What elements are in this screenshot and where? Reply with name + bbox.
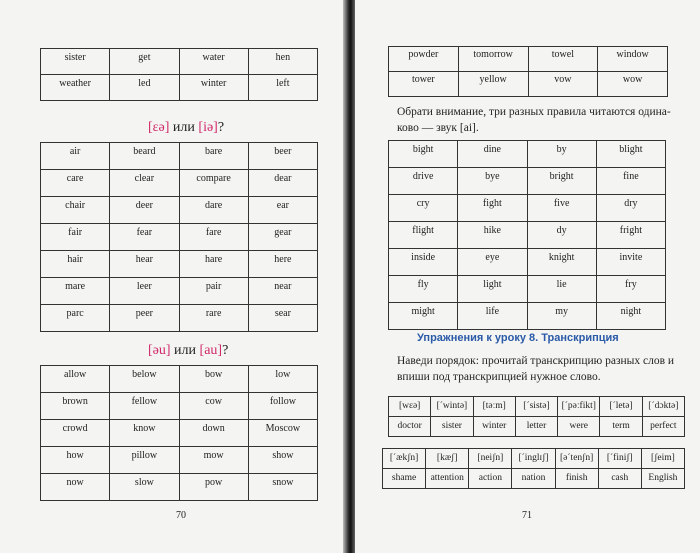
- table-row: [41, 75, 318, 101]
- cell-word: beer: [274, 146, 292, 157]
- table-cell: [41, 447, 110, 474]
- cell-word: water: [202, 51, 225, 63]
- instr-line-1: Наведи порядок: прочитай транскрипцию разных слов и: [397, 355, 675, 367]
- page-number: 71: [522, 510, 532, 521]
- cell-word: deer: [135, 200, 153, 211]
- table-top-left: [40, 48, 318, 101]
- cell-word: crowd: [62, 423, 88, 434]
- table-cell: [əˊtenʃn]: [555, 449, 598, 469]
- table-cell: [110, 49, 179, 75]
- cell-word: fright: [619, 225, 642, 236]
- cell-word: pow: [205, 477, 223, 488]
- table-cell: [248, 420, 317, 447]
- cell-word: beard: [133, 146, 156, 157]
- table-cell: [179, 143, 248, 170]
- cell-word: fry: [625, 279, 637, 290]
- cell-word: how: [66, 450, 84, 461]
- table-cell: cash: [598, 469, 641, 489]
- cell-word: hear: [135, 254, 153, 265]
- phoneme-ea: [εə]: [148, 120, 170, 135]
- cell-word: eye: [485, 252, 500, 263]
- cell-word: bare: [205, 146, 223, 157]
- cell-word: slow: [134, 477, 154, 488]
- cell-word: allow: [64, 369, 87, 380]
- cell-word: wow: [622, 74, 643, 85]
- page-number: 70: [176, 510, 186, 521]
- heading-qmark: ?: [222, 343, 229, 358]
- table-cell: [389, 276, 458, 303]
- table-cell: [527, 276, 596, 303]
- table-row: [383, 449, 685, 469]
- cell-word: sister: [64, 51, 86, 63]
- table-cell: [248, 251, 317, 278]
- table-cell: [248, 305, 317, 332]
- table-cell: [41, 75, 110, 101]
- table-cell: [527, 168, 596, 195]
- cell-word: bow: [205, 369, 223, 380]
- table-row: [389, 222, 666, 249]
- cell-word: by: [556, 144, 567, 155]
- transcription-table-2: [382, 448, 685, 489]
- cell-word: now: [66, 477, 84, 488]
- table-row: [389, 276, 666, 303]
- table-cell: [ˊfiniʃ]: [598, 449, 641, 469]
- cell-word: rare: [205, 308, 222, 319]
- table-cell: [41, 278, 110, 305]
- table-cell: [41, 251, 110, 278]
- table-cell: [179, 197, 248, 224]
- table-cell: [389, 141, 458, 168]
- table-row: [41, 474, 318, 501]
- cell-word: gear: [274, 227, 292, 238]
- table-cell: [458, 276, 527, 303]
- page-70: [0, 0, 345, 553]
- cell-word: tower: [411, 74, 435, 85]
- cell-word: low: [275, 369, 291, 380]
- table-row: [41, 197, 318, 224]
- table-ai: [388, 140, 666, 330]
- table-cell: [41, 224, 110, 251]
- table-cell: [110, 393, 179, 420]
- table-cell: [248, 447, 317, 474]
- cell-word: inside: [411, 252, 436, 263]
- table-cell: [179, 224, 248, 251]
- table-cell: [458, 72, 528, 97]
- exercise-title: Упражнения к уроку 8. Транскрипция: [417, 332, 619, 344]
- table-cell: [41, 170, 110, 197]
- table-cell: attention: [426, 469, 469, 489]
- cell-word: blight: [619, 144, 643, 155]
- table-ou-au: [40, 365, 318, 501]
- table-row: [41, 420, 318, 447]
- cell-word: chair: [65, 200, 86, 211]
- cell-word: fine: [623, 171, 639, 182]
- cell-word: bye: [485, 171, 500, 182]
- table-cell: [248, 474, 317, 501]
- cell-word: clear: [134, 173, 155, 184]
- cell-word: air: [69, 146, 81, 157]
- table-cell: English: [641, 469, 684, 489]
- table-cell: [ˊdɔktə]: [642, 397, 684, 417]
- cell-word: know: [133, 423, 156, 434]
- table-cell: [596, 249, 665, 276]
- phoneme-ou: [əu]: [148, 343, 171, 358]
- cell-word: dine: [483, 144, 501, 155]
- table-row: [41, 251, 318, 278]
- table-cell: [527, 249, 596, 276]
- table-cell: [110, 197, 179, 224]
- table-cell: [528, 72, 598, 97]
- table-cell: winter: [473, 417, 515, 437]
- cell-word: lie: [556, 279, 567, 290]
- table-row: [389, 397, 685, 417]
- cell-word: invite: [619, 252, 643, 263]
- table-row: [41, 224, 318, 251]
- table-cell: shame: [383, 469, 426, 489]
- table-cell: [598, 72, 668, 97]
- table-row: [389, 417, 685, 437]
- cell-word: fear: [136, 227, 153, 238]
- table-cell: were: [558, 417, 600, 437]
- table-cell: letter: [515, 417, 557, 437]
- table-cell: doctor: [389, 417, 431, 437]
- table-cell: [110, 420, 179, 447]
- transcription-table-1: [388, 396, 685, 437]
- table-cell: [389, 47, 459, 72]
- cell-word: bight: [412, 144, 434, 155]
- table-cell: [179, 170, 248, 197]
- table-cell: [458, 195, 527, 222]
- table-cell: [248, 75, 317, 101]
- table-cell: [458, 168, 527, 195]
- cell-word: dry: [624, 198, 638, 209]
- phoneme-ia: [iə]: [198, 120, 218, 135]
- heading-or: или: [170, 343, 200, 358]
- cell-word: ear: [276, 200, 289, 211]
- cell-word: might: [411, 306, 435, 317]
- table-cell: [248, 197, 317, 224]
- heading-ou-au: [148, 343, 228, 359]
- table-cell: [596, 276, 665, 303]
- cell-word: parc: [66, 308, 84, 319]
- cell-word: hike: [483, 225, 501, 236]
- table-cell: [wɛə]: [389, 397, 431, 417]
- note-line-1: Обрати внимание, три разных правила читаются одина-: [397, 106, 671, 118]
- instructions: [397, 353, 687, 385]
- table-cell: [110, 170, 179, 197]
- cell-word: snow: [272, 477, 294, 488]
- table-cell: [596, 222, 665, 249]
- cell-word: show: [272, 450, 294, 461]
- table-cell: [248, 170, 317, 197]
- heading-qmark: ?: [217, 120, 225, 135]
- table-cell: [596, 141, 665, 168]
- cell-word: pair: [205, 281, 222, 292]
- table-cell: [389, 72, 459, 97]
- cell-word: five: [553, 198, 570, 209]
- cell-word: hare: [205, 254, 223, 265]
- table-cell: [41, 197, 110, 224]
- cell-word: peer: [135, 308, 153, 319]
- table-row: [389, 72, 668, 97]
- cell-word: light: [483, 279, 502, 290]
- table-cell: [248, 49, 317, 75]
- table-cell: [ˊinglɪʃ]: [512, 449, 555, 469]
- cell-word: mow: [203, 450, 224, 461]
- table-row: [41, 305, 318, 332]
- table-cell: [110, 251, 179, 278]
- table-cell: term: [600, 417, 642, 437]
- table-cell: sister: [431, 417, 473, 437]
- cell-word: flight: [412, 225, 434, 236]
- table-cell: [527, 303, 596, 330]
- table-cell: [41, 366, 110, 393]
- table-cell: [527, 222, 596, 249]
- cell-word: life: [485, 306, 500, 317]
- table-cell: [179, 75, 248, 101]
- table-cell: [458, 141, 527, 168]
- cell-word: down: [202, 423, 225, 434]
- cell-word: brown: [62, 396, 88, 407]
- table-cell: [248, 224, 317, 251]
- table-cell: nation: [512, 469, 555, 489]
- table-cell: [110, 278, 179, 305]
- table-cell: [598, 47, 668, 72]
- table-cell: [458, 249, 527, 276]
- cell-word: winter: [200, 77, 227, 89]
- cell-word: below: [132, 369, 157, 380]
- cell-word: fare: [205, 227, 222, 238]
- table-cell: [kæʃ]: [426, 449, 469, 469]
- cell-word: care: [66, 173, 84, 184]
- cell-word: weather: [59, 77, 91, 89]
- table-cell: [179, 447, 248, 474]
- table-cell: [179, 278, 248, 305]
- cell-word: follow: [269, 396, 296, 407]
- instr-line-2: впиши под транскрипцией нужное слово.: [397, 371, 601, 383]
- table-cell: [389, 168, 458, 195]
- table-cell: [596, 195, 665, 222]
- table-cell: [41, 49, 110, 75]
- table-cell: [neiʃn]: [469, 449, 512, 469]
- table-row: [41, 447, 318, 474]
- table-cell: [527, 141, 596, 168]
- table-cell: [528, 47, 598, 72]
- cell-word: left: [276, 77, 290, 89]
- cell-word: hair: [67, 254, 83, 265]
- table-row: [41, 143, 318, 170]
- cell-word: fair: [68, 227, 83, 238]
- table-cell: [179, 49, 248, 75]
- table-row: [389, 303, 666, 330]
- cell-word: dy: [556, 225, 567, 236]
- table-cell: [389, 249, 458, 276]
- table-cell: [110, 305, 179, 332]
- table-cell: [ʃeim]: [641, 449, 684, 469]
- table-cell: [110, 447, 179, 474]
- cell-word: vow: [554, 74, 572, 85]
- table-row: [389, 168, 666, 195]
- cell-word: dear: [274, 173, 292, 184]
- cell-word: hen: [275, 51, 291, 63]
- cell-word: knight: [548, 252, 575, 263]
- cell-word: cow: [205, 396, 222, 407]
- cell-word: led: [138, 77, 151, 89]
- cell-word: Moscow: [265, 423, 301, 434]
- phoneme-au: [au]: [199, 343, 223, 358]
- table-cell: [248, 143, 317, 170]
- table-cell: [41, 143, 110, 170]
- table-cell: [41, 474, 110, 501]
- table-cell: [41, 420, 110, 447]
- table-row: [389, 47, 668, 72]
- note-line-2: ково — звук [ai].: [397, 122, 479, 134]
- table-cell: [458, 303, 527, 330]
- table-cell: [ˊsistə]: [515, 397, 557, 417]
- table-cell: [110, 366, 179, 393]
- table-ea-ia: [40, 142, 318, 332]
- cell-word: sear: [274, 308, 291, 319]
- table-cell: [179, 393, 248, 420]
- cell-word: mare: [65, 281, 86, 292]
- table-cell: [527, 195, 596, 222]
- table-row: [41, 393, 318, 420]
- table-cell: [248, 393, 317, 420]
- table-cell: [təːm]: [473, 397, 515, 417]
- note-text: [397, 104, 687, 136]
- cell-word: drive: [412, 171, 434, 182]
- table-cell: [248, 278, 317, 305]
- cell-word: get: [138, 51, 151, 63]
- table-cell: [248, 366, 317, 393]
- cell-word: here: [274, 254, 292, 265]
- table-cell: [41, 393, 110, 420]
- cell-word: fellow: [131, 396, 158, 407]
- page-71: [355, 0, 700, 553]
- cell-word: yellow: [479, 74, 507, 85]
- table-cell: [389, 195, 458, 222]
- table-cell: [110, 474, 179, 501]
- table-cell: [179, 251, 248, 278]
- cell-word: bright: [549, 171, 574, 182]
- table-cell: [179, 305, 248, 332]
- cell-word: compare: [196, 173, 231, 184]
- cell-word: dare: [205, 200, 223, 211]
- table-cell: finish: [555, 469, 598, 489]
- table-row: [389, 195, 666, 222]
- table-cell: action: [469, 469, 512, 489]
- cell-word: powder: [408, 49, 439, 60]
- cell-word: tomorrow: [473, 49, 513, 60]
- table-top-right: [388, 46, 668, 97]
- heading-ea-ia: [148, 120, 224, 136]
- cell-word: fly: [417, 279, 429, 290]
- cell-word: leer: [136, 281, 152, 292]
- table-row: [41, 278, 318, 305]
- table-cell: [596, 168, 665, 195]
- table-row: [389, 249, 666, 276]
- cell-word: fight: [482, 198, 502, 209]
- table-row: [41, 49, 318, 75]
- cell-word: window: [616, 49, 649, 60]
- table-cell: [ˊwintə]: [431, 397, 473, 417]
- table-cell: [179, 474, 248, 501]
- table-cell: [458, 222, 527, 249]
- table-cell: [179, 366, 248, 393]
- table-cell: [389, 222, 458, 249]
- table-cell: [110, 75, 179, 101]
- table-cell: [ˊækʃn]: [383, 449, 426, 469]
- table-row: [383, 469, 685, 489]
- cell-word: towel: [551, 49, 574, 60]
- table-cell: [458, 47, 528, 72]
- table-cell: [179, 420, 248, 447]
- cell-word: my: [555, 306, 569, 317]
- cell-word: night: [620, 306, 642, 317]
- table-cell: [ˊletə]: [600, 397, 642, 417]
- cell-word: cry: [416, 198, 430, 209]
- table-cell: [110, 224, 179, 251]
- table-row: [389, 141, 666, 168]
- table-cell: [389, 303, 458, 330]
- table-cell: [596, 303, 665, 330]
- table-row: [41, 366, 318, 393]
- table-cell: [ˊpəːfikt]: [558, 397, 600, 417]
- heading-or: или: [169, 120, 199, 135]
- table-row: [41, 170, 318, 197]
- table-cell: [41, 305, 110, 332]
- cell-word: pillow: [131, 450, 158, 461]
- table-cell: [110, 143, 179, 170]
- cell-word: near: [274, 281, 292, 292]
- table-cell: perfect: [642, 417, 684, 437]
